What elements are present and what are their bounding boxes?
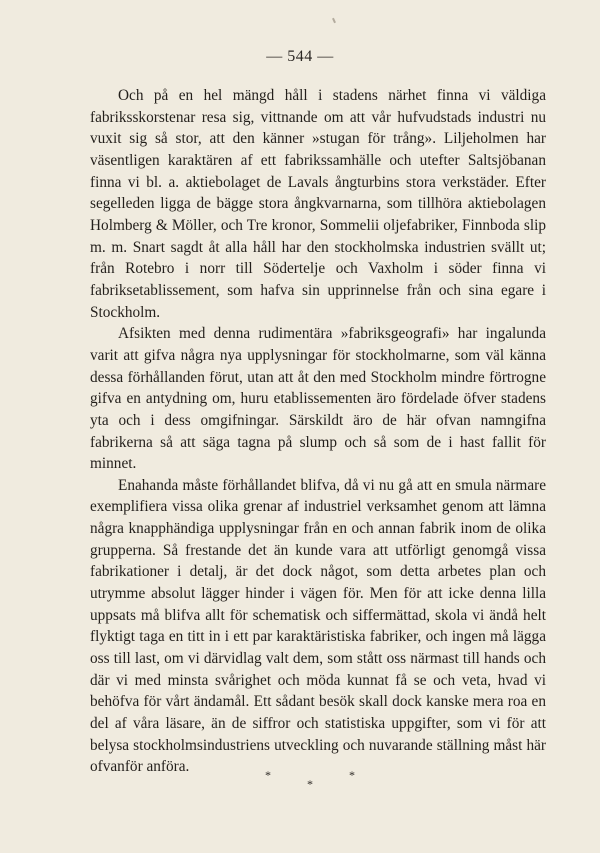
paper-mark [332,18,336,23]
asterisk: * [265,768,271,782]
paragraph-2: Afsikten med denna rudimentära »fabriksgeografi» har ingalunda varit att gifva några nya upplysningar för stockholmarne, som väl känna dessa förhållanden förut, utan att åt den med Stockholm mindre förtrogne gifva en antydning om, huru etablissementen äro fördelade öfver stadens yta och i dess omgifningar. Särskildt äro de här ofvan namngifna fabrikerna så att säga tagna på slump och så som de i hast fallit för minnet. [90,325,546,473]
page-number: — 544 — [266,48,334,65]
paragraph-3: Enahanda måste förhållandet blifva, då vi nu gå att en smula närmare exemplifiera vissa olika grenar af industriel verksamhet genom att lämna några knapphändiga upplysningar från en och annan fabrik inom de olika grupperna. Så frestande det än kunde vara att utförligt genomgå vissa fabrikationer i detalj, är det dock något, som detta arbetes plan och utrymme absolut lägger hinder i vägen för. Men för att icke denna lilla uppsats må blifva allt för schematisk och siffermättad, skola vi ändå helt flyktigt taga en titt in i ett par karaktäristiska fabriker, och ingen må lägga oss till last, om vi därvidlag valt dem, som stått oss närmast till hands och där vi med minsta svårighet och möda kunnat få se och veta, hvad vi behöfva för vårt ändamål. Ett sådant besök skall dock kanske mera roa en del af våra läsare, än de siffror och statistiska uppgifter, som vi för att belysa stockholmsindustriens utveckling och nuvarande ställning måst här ofvanför anföra. [90,476,546,776]
asterisk: * [349,768,355,782]
asterisk: * [307,777,313,791]
paragraph-1: Och på en hel mängd håll i stadens närhet finna vi väldiga fabriksskorstenar resa sig, vittnande om att vår hufvudstads industri nu vuxit sig så stor, att den känner »stugan för trång». Liljeholmen har väsentligen karaktären af ett fabrikssamhälle och utefter Saltsjöbanan finna vi bl. a. aktiebolaget de Lavals ångturbins stora verkstäder. Efter segelleden ligga de bägge stora ångkvarnarna, som tillhöra aktiebolagen Holmberg & Möller, och Tre kronor, Sommelii oljefabriker, Finnboda slip m. m. Snart sagdt åt alla håll har den stockholmska industrien svällt ut; från Rotebro i norr till Södertelje och Vaxholm i söder finna vi fabriksetablissement, som hafva sin upprinnelse från och sina egare i Stockholm. [90,87,546,321]
section-divider [255,768,365,794]
body-text [90,85,546,778]
